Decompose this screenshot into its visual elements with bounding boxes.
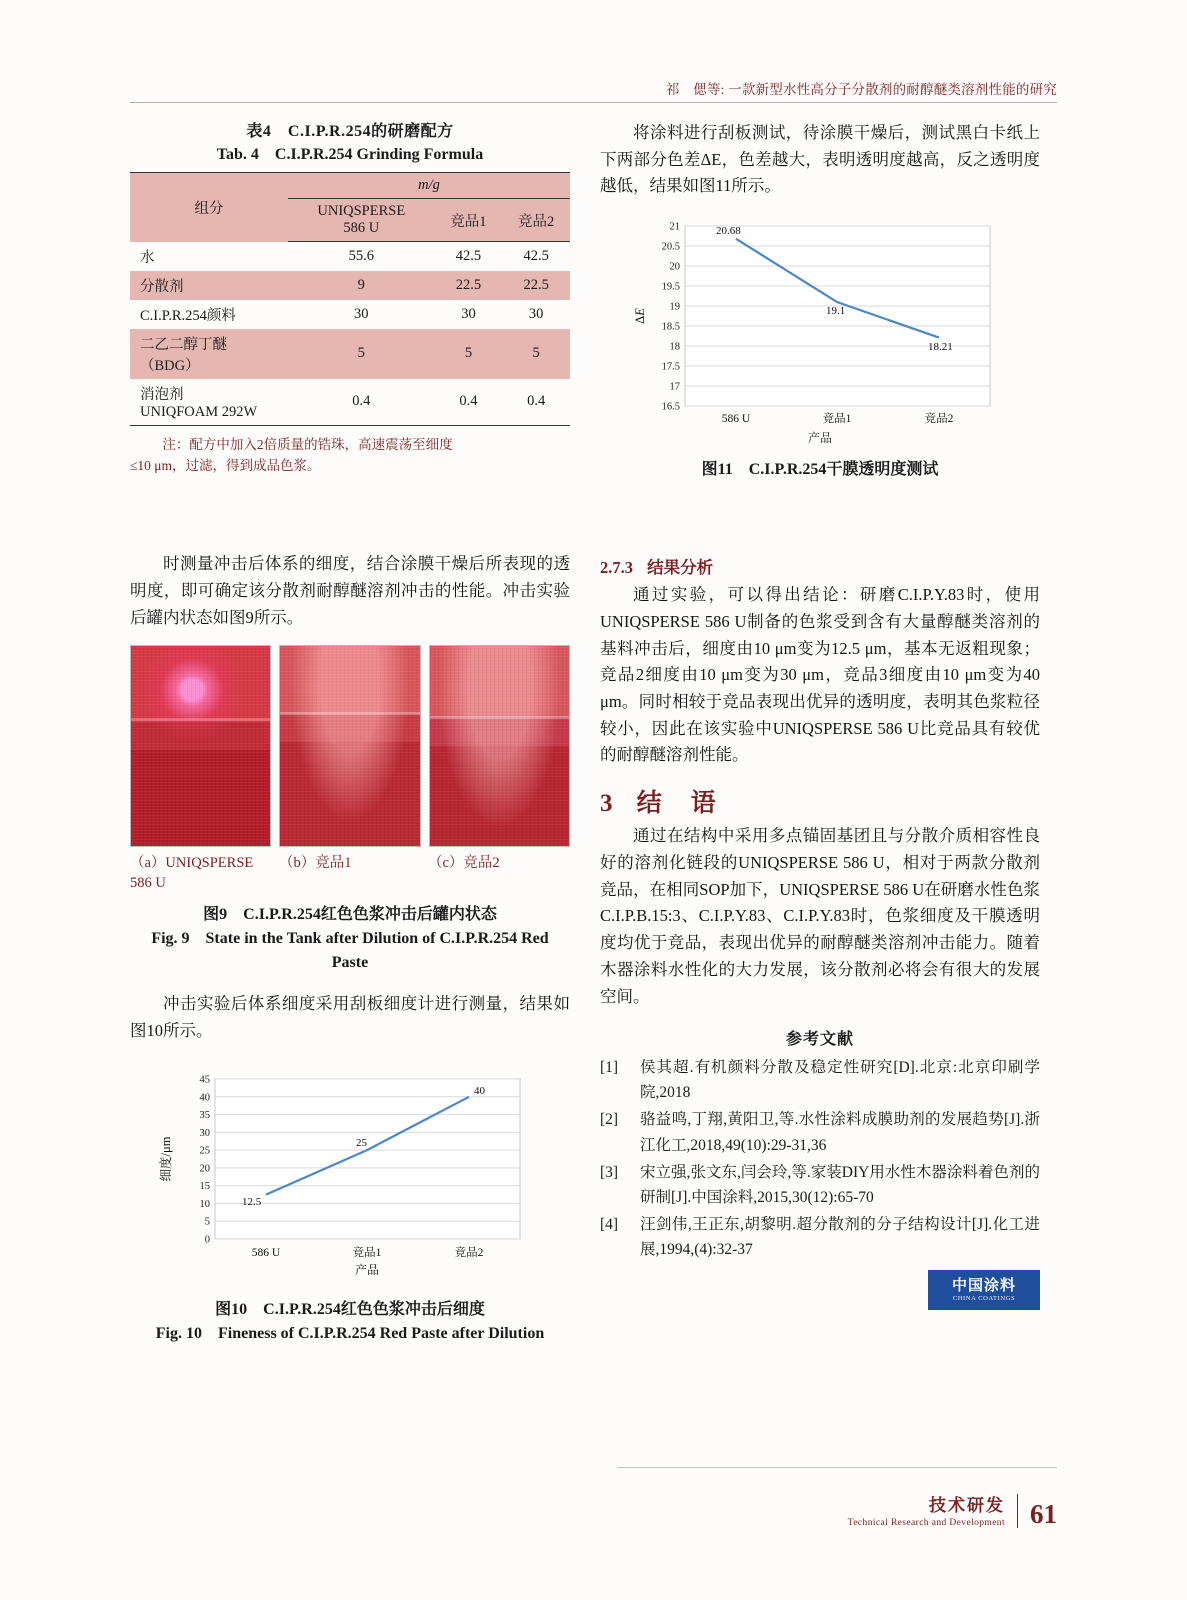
svg-text:细度/μm: 细度/μm bbox=[159, 1136, 173, 1182]
svg-text:20.5: 20.5 bbox=[661, 241, 680, 253]
svg-text:40: 40 bbox=[199, 1092, 210, 1104]
cell-value: 55.6 bbox=[348, 248, 374, 265]
table-head bbox=[130, 173, 570, 242]
heading-2-7-3-title: 结果分析 bbox=[647, 558, 714, 578]
figure10-svg bbox=[130, 1071, 570, 1286]
reference-item bbox=[600, 1212, 1040, 1262]
figure10-chart bbox=[130, 1071, 570, 1286]
figure11-caption bbox=[600, 458, 1040, 482]
svg-text:35: 35 bbox=[199, 1109, 210, 1121]
page-number: 61 bbox=[1030, 1499, 1057, 1529]
running-head: 祁 偲等: 一款新型水性高分子分散剂的耐醇醚类溶剂性能的研究 bbox=[665, 82, 1057, 97]
logo-en: CHINA COATINGS bbox=[952, 1294, 1016, 1302]
svg-text:竞品1: 竞品1 bbox=[822, 413, 852, 426]
reference-item bbox=[600, 1107, 1040, 1157]
cell-value: 22.5 bbox=[435, 271, 503, 300]
left-paragraph-1: 时测量冲击后体系的细度，结合涂膜干燥后所表现的透明度，即可确定该分散剂耐醇醚溶剂冲击的性能。冲击实验后罐内状态如图9所示。 bbox=[130, 554, 570, 627]
photo-caption-a bbox=[130, 854, 271, 893]
table-grinding-formula bbox=[130, 172, 570, 426]
figure10-caption bbox=[130, 1298, 570, 1346]
footer-rule bbox=[617, 1467, 1057, 1468]
photo-caption-b: （b）竞品1 bbox=[279, 855, 352, 872]
th-col-uniqsperse-l1: UNIQSPERSE bbox=[317, 203, 406, 220]
table-row bbox=[130, 300, 570, 329]
svg-text:586 U: 586 U bbox=[251, 1246, 281, 1259]
table-row bbox=[130, 242, 570, 271]
svg-text:17: 17 bbox=[669, 381, 680, 393]
svg-text:16.5: 16.5 bbox=[661, 401, 680, 413]
cell-name-l1: 消泡剂 bbox=[140, 386, 184, 403]
figure9-caption-en-l1: Fig. 9 State in the Tank after Dilution of C.I.P.R.254 Red bbox=[151, 930, 549, 948]
cell-name-l2: UNIQFOAM 292W bbox=[140, 403, 258, 420]
table4-title-en: Tab. 4 C.I.P.R.254 Grinding Formula bbox=[216, 146, 484, 164]
th-col-comp2: 竞品2 bbox=[502, 199, 570, 242]
logo-cn: 中国涂料 bbox=[951, 1278, 1016, 1295]
svg-text:20: 20 bbox=[199, 1163, 210, 1175]
table-row bbox=[130, 379, 570, 426]
figure9-caption-en-l2: Paste bbox=[331, 954, 369, 972]
svg-text:竞品2: 竞品2 bbox=[454, 1246, 484, 1259]
svg-text:30: 30 bbox=[199, 1127, 210, 1139]
svg-text:586 U: 586 U bbox=[721, 413, 751, 426]
reference-text: 骆益鸣,丁翔,黄阳卫,等.水性涂料成膜助剂的发展趋势[J].浙江化工,2018,49(10):29-31,36 bbox=[640, 1111, 1040, 1154]
svg-text:竞品2: 竞品2 bbox=[924, 413, 954, 426]
reference-index: [3] bbox=[600, 1163, 619, 1181]
svg-text:19: 19 bbox=[669, 301, 680, 313]
svg-text:40: 40 bbox=[474, 1084, 485, 1097]
heading-3-number: 3 bbox=[600, 790, 615, 818]
figure11-chart bbox=[600, 218, 1040, 446]
cell-value: 30 bbox=[354, 305, 369, 322]
right-paragraph-3: 通过在结构中采用多点锚固基团且与分散介质相容性良好的溶剂化链段的UNIQSPERSE 586 U，相对于两款分散剂竞品，在相同SOP加下，UNIQSPERSE 586 U在研磨水性色浆C.I.P.B.15:3、C.I.P.Y.83、C.I.P.Y.83时，色浆细度及干膜透明度均优于竞品，表现出优异的耐醇醚类溶剂冲击能力。随着木器涂料水性化的大力发展，该分散剂必将会有很大的发展空间。 bbox=[600, 826, 1040, 1006]
table4-title bbox=[130, 120, 570, 166]
svg-text:15: 15 bbox=[199, 1180, 210, 1192]
reference-text: 侯其超.有机颜料分散及稳定性研究[D].北京:北京印刷学院,2018 bbox=[640, 1059, 1040, 1102]
svg-text:25: 25 bbox=[356, 1136, 367, 1149]
running-head-rule bbox=[130, 102, 1057, 103]
figure11-xlabel: 产品 bbox=[807, 431, 832, 446]
svg-text:19.1: 19.1 bbox=[826, 305, 846, 318]
svg-text:19.5: 19.5 bbox=[661, 281, 680, 293]
cell-name bbox=[130, 329, 288, 379]
china-coatings-logo bbox=[928, 1270, 1040, 1310]
heading-3-title: 结 语 bbox=[636, 790, 718, 818]
left-paragraph-2: 冲击实验后体系细度采用刮板细度计进行测量，结果如图10所示。 bbox=[130, 994, 570, 1041]
svg-text:18.21: 18.21 bbox=[928, 341, 953, 354]
figure9-photo-captions bbox=[130, 854, 570, 893]
figure9-photos bbox=[130, 645, 570, 847]
figure10-caption-en: Fig. 10 Fineness of C.I.P.R.254 Red Paste after Dilution bbox=[155, 1324, 545, 1342]
cell-value: 42.5 bbox=[523, 248, 549, 265]
cell-value: 22.5 bbox=[502, 271, 570, 300]
figure11-svg bbox=[600, 218, 1040, 433]
reference-index: [2] bbox=[600, 1111, 619, 1129]
cell-value: 0.4 bbox=[288, 379, 435, 426]
photo-competitor-1 bbox=[279, 645, 420, 847]
svg-text:20: 20 bbox=[669, 261, 680, 273]
figure10-caption-cn: 图10 C.I.P.R.254红色色浆冲击后细度 bbox=[215, 1300, 485, 1318]
photo-competitor-2 bbox=[429, 645, 570, 847]
cell-name: C.I.P.R.254颜料 bbox=[140, 307, 236, 324]
left-column bbox=[130, 120, 570, 1346]
cell-name: 水 bbox=[140, 249, 155, 266]
th-unit: m/g bbox=[288, 173, 570, 199]
table4-note-l2: ≤10 μm，过滤，得到成品色浆。 bbox=[130, 458, 321, 474]
cell-name bbox=[130, 379, 288, 426]
svg-text:17.5: 17.5 bbox=[661, 361, 680, 373]
heading-3 bbox=[600, 783, 1040, 819]
svg-text:18: 18 bbox=[669, 341, 680, 353]
cell-value: 9 bbox=[288, 271, 435, 300]
svg-text:竞品1: 竞品1 bbox=[352, 1246, 382, 1259]
photo-uniqsperse-586u bbox=[130, 645, 271, 847]
figure11-caption-cn: 图11 C.I.P.R.254干膜透明度测试 bbox=[701, 461, 939, 479]
cell-value: 5 bbox=[502, 329, 570, 379]
photo-caption-a-l2: 586 U bbox=[130, 874, 166, 891]
th-col-uniqsperse bbox=[288, 199, 435, 242]
svg-text:12.5: 12.5 bbox=[242, 1195, 262, 1208]
table4-title-cn: 表4 C.I.P.R.254的研磨配方 bbox=[246, 123, 454, 140]
footer-cn: 技术研发 bbox=[929, 1496, 1005, 1515]
th-col-comp1: 竞品1 bbox=[435, 199, 503, 242]
th-component: 组分 bbox=[130, 173, 288, 242]
table-body bbox=[130, 242, 570, 426]
reference-item bbox=[600, 1160, 1040, 1210]
footer-divider bbox=[1017, 1494, 1018, 1528]
reference-text: 宋立强,张文东,闫会玲,等.家装DIY用水性木器涂料着色剂的研制[J].中国涂料,2015,30(12):65-70 bbox=[640, 1163, 1040, 1206]
photo-caption-c: （c）竞品2 bbox=[428, 855, 500, 872]
logo-wrap bbox=[600, 1270, 1040, 1316]
right-column bbox=[600, 120, 1040, 1316]
svg-text:0: 0 bbox=[204, 1234, 210, 1246]
table-row bbox=[130, 329, 570, 379]
page-footer bbox=[848, 1491, 1057, 1528]
cell-value: 30 bbox=[528, 305, 544, 322]
reference-index: [1] bbox=[600, 1059, 619, 1077]
table-row bbox=[130, 271, 570, 300]
heading-2-7-3-number: 2.7.3 bbox=[600, 558, 633, 578]
cell-name: 分散剂 bbox=[130, 271, 288, 300]
table4-note-l1: 注：配方中加入2倍质量的锆珠，高速震荡至细度 bbox=[162, 436, 453, 452]
svg-text:21: 21 bbox=[669, 221, 680, 233]
cell-value: 0.4 bbox=[502, 379, 570, 426]
svg-text:10: 10 bbox=[199, 1198, 210, 1210]
reference-text: 汪剑伟,王正东,胡黎明.超分散剂的分子结构设计[J].化工进展,1994,(4):32-37 bbox=[640, 1215, 1040, 1258]
reference-index: [4] bbox=[600, 1215, 619, 1233]
svg-text:5: 5 bbox=[204, 1216, 210, 1228]
figure9-caption-cn: 图9 C.I.P.R.254红色色浆冲击后罐内状态 bbox=[203, 906, 497, 924]
heading-2-7-3 bbox=[600, 554, 1040, 578]
svg-text:20.68: 20.68 bbox=[716, 225, 741, 238]
reference-item bbox=[600, 1055, 1040, 1105]
cell-value: 5 bbox=[435, 329, 503, 379]
references-title: 参考文献 bbox=[785, 1031, 854, 1049]
cell-value: 5 bbox=[288, 329, 435, 379]
svg-text:产品: 产品 bbox=[354, 1262, 380, 1277]
svg-text:25: 25 bbox=[199, 1145, 210, 1157]
table4-note bbox=[130, 434, 570, 477]
footer-en: Technical Research and Development bbox=[847, 1518, 1005, 1528]
cell-value: 30 bbox=[461, 305, 476, 322]
cell-name-l1: 二乙二醇丁醚 bbox=[140, 336, 227, 353]
figure9-caption bbox=[130, 903, 570, 975]
cell-value: 0.4 bbox=[435, 379, 503, 426]
right-paragraph-1: 将涂料进行刮板测试，待涂膜干燥后，测试黑白卡纸上下两部分色差ΔE，色差越大，表明透明度越高，反之透明度越低，结果如图11所示。 bbox=[600, 123, 1040, 196]
svg-text:ΔE: ΔE bbox=[633, 308, 647, 324]
svg-text:45: 45 bbox=[199, 1074, 210, 1086]
photo-caption-a-l1: （a）UNIQSPERSE bbox=[130, 855, 254, 872]
cell-value: 42.5 bbox=[455, 248, 482, 265]
right-paragraph-2: 通过实验，可以得出结论：研磨C.I.P.Y.83时，使用UNIQSPERSE 586 U制备的色浆受到含有大量醇醚类溶剂的基料冲击后，细度由10 μm变为12.5 μm，基本无返粗现象；竞品2细度由10 μm变为30 μm，竞品3细度由10 μm变为40 μm。同时相较于竞品表现出优异的透明度，表明其色浆粒径较小，因此在该实验中UNIQSPERSE 586 U比竞品具有较优的耐醇醚溶剂性能。 bbox=[600, 585, 1040, 765]
cell-name-l2: （BDG） bbox=[140, 357, 200, 374]
svg-text:18.5: 18.5 bbox=[661, 321, 680, 333]
th-col-uniqsperse-l2: 586 U bbox=[343, 220, 380, 237]
